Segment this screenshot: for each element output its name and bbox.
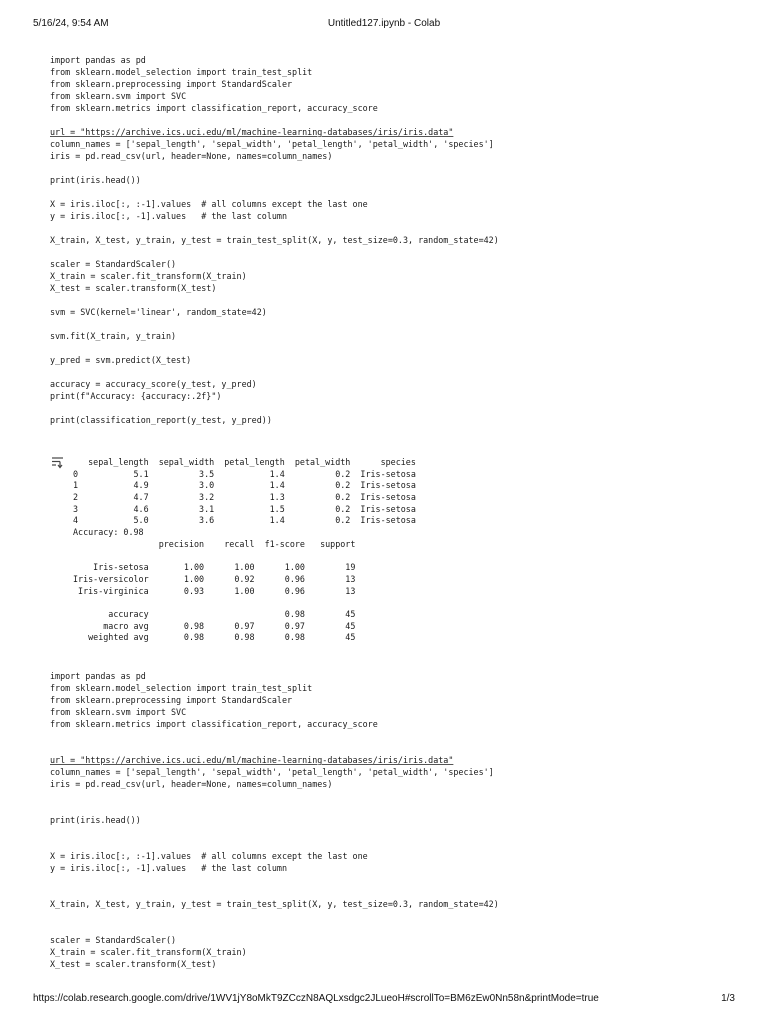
code-line: print(iris.head()): [50, 175, 141, 185]
output-line: weighted avg 0.98 0.98 0.98 45: [73, 632, 356, 643]
code-line: [50, 318, 499, 330]
code-line: column_names = ['sepal_length', 'sepal_width', 'petal_length', 'petal_width', 'species']: [50, 767, 494, 777]
code-line: y_pred = svm.predict(X_test): [50, 355, 192, 365]
page-url: https://colab.research.google.com/drive/1WV1jY8oMkT9ZCczN8AQLxsdgc2JLueoH#scrollTo=BM6zEw0Nn58n&printMode=true: [33, 993, 599, 1004]
code-line: X_train, X_test, y_train, y_test = train_test_split(X, y, test_size=0.3, random_state=42): [50, 899, 499, 909]
code-line: X_train = scaler.fit_transform(X_train): [50, 271, 247, 281]
output-line: 2 4.7 3.2 1.3 0.2 Iris-setosa: [73, 492, 416, 503]
output-line: 4 5.0 3.6 1.4 0.2 Iris-setosa: [73, 515, 416, 526]
page-number: 1/3: [721, 993, 735, 1004]
output-line: [73, 551, 416, 563]
code-line: from sklearn.preprocessing import StandardScaler: [50, 79, 293, 89]
code-line: svm = SVC(kernel='linear', random_state=42): [50, 307, 267, 317]
code-line: from sklearn.metrics import classification_report, accuracy_score: [50, 719, 378, 729]
code-line: y = iris.iloc[:, -1].values # the last column: [50, 211, 287, 221]
code-line: import pandas as pd: [50, 671, 146, 681]
code-line: [50, 294, 499, 306]
code-line: [50, 742, 499, 754]
code-line: column_names = ['sepal_length', 'sepal_width', 'petal_length', 'petal_width', 'species']: [50, 139, 494, 149]
code-line: [50, 886, 499, 898]
print-footer: [33, 993, 735, 1007]
code-line: from sklearn.model_selection import train_test_split: [50, 683, 313, 693]
output-line: 3 4.6 3.1 1.5 0.2 Iris-setosa: [73, 503, 416, 514]
output-line: sepal_length sepal_width petal_length petal_width species: [73, 457, 416, 467]
notebook-title: Untitled127.ipynb - Colab: [327, 18, 441, 29]
code-line: [50, 246, 499, 258]
code-line: [50, 162, 499, 174]
output-line: [73, 597, 416, 609]
output-line: Iris-versicolor 1.00 0.92 0.96 13: [73, 573, 356, 584]
code-line: [50, 402, 499, 414]
code-line: X = iris.iloc[:, :-1].values # all columns except the last one: [50, 851, 368, 861]
code-line: from sklearn.preprocessing import StandardScaler: [50, 695, 293, 705]
code-line: X = iris.iloc[:, :-1].values # all columns except the last one: [50, 199, 368, 209]
code-line: X_train = scaler.fit_transform(X_train): [50, 947, 247, 957]
code-line: print(f"Accuracy: {accuracy:.2f}"): [50, 391, 222, 401]
code-line: [50, 342, 499, 354]
code-line: [50, 910, 499, 922]
code-line: from sklearn.svm import SVC: [50, 707, 187, 717]
code-cell-1[interactable]: [50, 54, 499, 426]
output-line: Iris-virginica 0.93 1.00 0.96 13: [73, 585, 356, 596]
output-line: macro avg 0.98 0.97 0.97 45: [73, 620, 356, 631]
code-line: [50, 790, 499, 802]
code-line: scaler = StandardScaler(): [50, 935, 177, 945]
code-line: y = iris.iloc[:, -1].values # the last column: [50, 863, 287, 873]
code-line: [50, 730, 499, 742]
output-line: Accuracy: 0.98: [73, 527, 144, 538]
cell-output-1: [73, 457, 416, 644]
code-line: iris = pd.read_csv(url, header=None, names=column_names): [50, 779, 333, 789]
code-line: accuracy = accuracy_score(y_test, y_pred): [50, 379, 257, 389]
code-line: from sklearn.svm import SVC: [50, 91, 187, 101]
code-line: scaler = StandardScaler(): [50, 259, 177, 269]
code-line: [50, 366, 499, 378]
code-line: print(classification_report(y_test, y_pred)): [50, 415, 272, 425]
code-line: url = "https://archive.ics.uci.edu/ml/machine-learning-databases/iris/iris.data": [50, 755, 454, 765]
code-line: X_test = scaler.transform(X_test): [50, 959, 217, 969]
code-cell-2[interactable]: [50, 670, 499, 970]
code-line: from sklearn.metrics import classification_report, accuracy_score: [50, 103, 378, 113]
code-line: [50, 874, 499, 886]
output-line: accuracy 0.98 45: [73, 608, 356, 619]
code-line: url = "https://archive.ics.uci.edu/ml/machine-learning-databases/iris/iris.data": [50, 127, 454, 137]
output-line: 1 4.9 3.0 1.4 0.2 Iris-setosa: [73, 480, 416, 491]
code-line: from sklearn.model_selection import train_test_split: [50, 67, 313, 77]
code-line: [50, 186, 499, 198]
code-line: X_train, X_test, y_train, y_test = train_test_split(X, y, test_size=0.3, random_state=42): [50, 235, 499, 245]
print-datetime: 5/16/24, 9:54 AM: [33, 18, 109, 29]
code-line: [50, 114, 499, 126]
code-line: iris = pd.read_csv(url, header=None, names=column_names): [50, 151, 333, 161]
output-line: 0 5.1 3.5 1.4 0.2 Iris-setosa: [73, 468, 416, 479]
code-line: [50, 922, 499, 934]
code-line: [50, 222, 499, 234]
output-line: Iris-setosa 1.00 1.00 1.00 19: [73, 562, 356, 573]
code-line: X_test = scaler.transform(X_test): [50, 283, 217, 293]
code-line: [50, 802, 499, 814]
code-line: svm.fit(X_train, y_train): [50, 331, 177, 341]
code-line: import pandas as pd: [50, 55, 146, 65]
print-header: [33, 18, 735, 32]
code-line: [50, 826, 499, 838]
code-line: print(iris.head()): [50, 815, 141, 825]
code-line: [50, 838, 499, 850]
output-line: precision recall f1-score support: [73, 538, 356, 549]
output-toggle-icon[interactable]: [50, 456, 66, 470]
